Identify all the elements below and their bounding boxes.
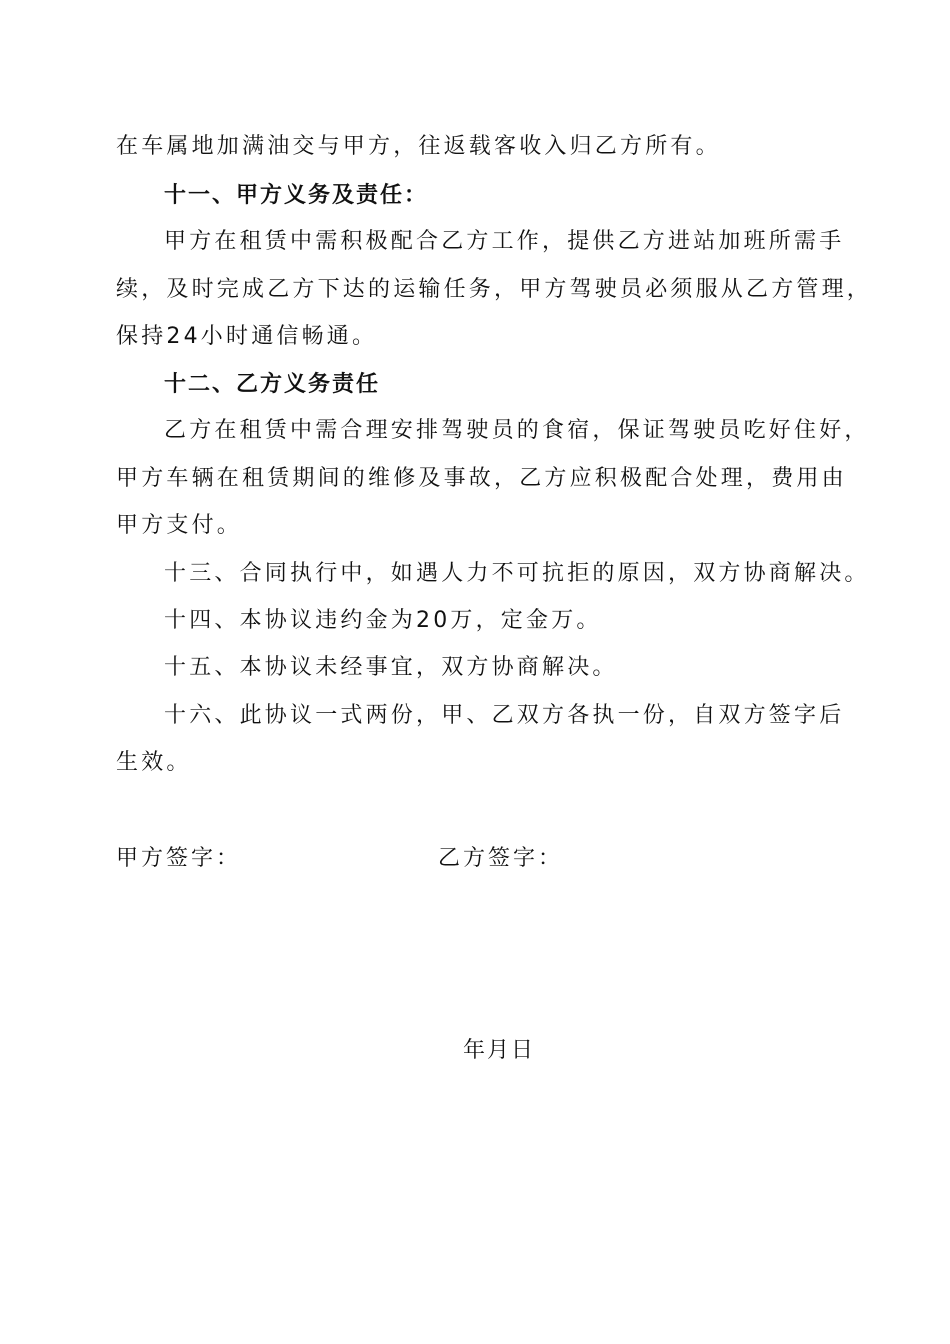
date-line: 年月日 [463, 1038, 536, 1063]
clause-16: 十六、此协议一式两份，甲、乙双方各执一份，自双方签字后 [164, 703, 845, 728]
section-heading-12: 十二、乙方义务责任 [164, 372, 381, 397]
paragraph-line-4: 续，及时完成乙方下达的运输任务，甲方驾驶员必须服从乙方管理， [116, 277, 873, 302]
paragraph-line-8: 甲方车辆在租赁期间的维修及事故，乙方应积极配合处理，费用由 [116, 466, 847, 491]
clause-14: 十四、本协议违约金为20万，定金万。 [164, 608, 602, 633]
clause-15: 十五、本协议未经事宜，双方协商解决。 [164, 655, 618, 680]
section-heading-11: 十一、甲方义务及责任： [164, 183, 429, 208]
paragraph-line-5: 保持24小时通信畅通。 [116, 324, 378, 349]
paragraph-line-3: 甲方在租赁中需积极配合乙方工作，提供乙方进站加班所需手 [164, 229, 845, 254]
signature-party-a: 甲方签字： [116, 846, 242, 871]
clause-16-continued: 生效。 [116, 750, 192, 775]
paragraph-line-1: 在车属地加满油交与甲方，往返载客收入归乙方所有。 [116, 134, 721, 159]
signature-party-b: 乙方签字： [438, 846, 564, 871]
paragraph-line-9: 甲方支付。 [116, 513, 243, 538]
paragraph-line-7: 乙方在租赁中需合理安排驾驶员的食宿，保证驾驶员吃好住好， [164, 418, 870, 443]
clause-13: 十三、合同执行中，如遇人力不可抗拒的原因，双方协商解决。 [164, 561, 870, 586]
